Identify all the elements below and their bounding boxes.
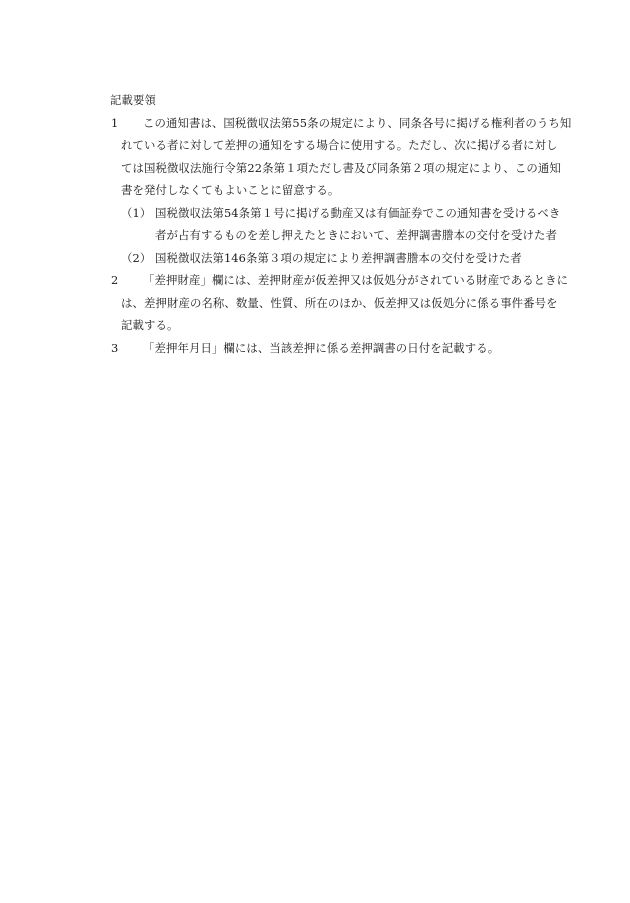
instruction-subitem-2: [108, 247, 568, 270]
instruction-item-2: [108, 269, 568, 337]
instruction-subitem-1: [108, 202, 568, 247]
item-text-line: この通知書は、国税徴収法第55条の規定により、同条各号に掲げる権利者のうち知: [143, 115, 572, 130]
subitem-text-line: 国税徴収法第146条第３項の規定により差押調書謄本の交付を受けた者: [155, 250, 522, 265]
document-body: [108, 89, 572, 359]
subitem-text-line: 国税徴収法第54条第１号に掲げる動産又は有価証券でこの通知書を受けるべき: [155, 205, 561, 220]
item-number: 3: [111, 340, 119, 355]
item-text-line: 書を発付しなくてもよいことに留意する。: [121, 183, 340, 197]
item-number: 2: [111, 273, 119, 287]
instruction-item-1: [108, 112, 572, 202]
item-text-line: 記載する。: [121, 318, 179, 332]
item-text-line: 「差押年月日」欄には、当該差押に係る差押調書の日付を記載する。: [143, 340, 500, 355]
subitem-text-line: 者が占有するものを差し押えたときにおいて、差押調書謄本の交付を受けた者: [155, 228, 557, 242]
item-text-line: ては国税徴収法施行令第22条第１項ただし書及び同条第２項の規定により、この通知: [121, 160, 561, 175]
item-text-line: は、差押財産の名称、数量、性質、所在のほか、仮差押又は仮処分に係る事件番号を: [121, 295, 558, 310]
subitem-number: （2）: [121, 250, 152, 265]
instruction-item-3: [108, 337, 568, 360]
item-text-line: 「差押財産」欄には、差押財産が仮差押又は仮処分がされている財産であるときに: [143, 273, 569, 287]
item-number: 1: [111, 115, 119, 130]
item-text-line: れている者に対して差押の通知をする場合に使用する。ただし、次に掲げる者に対し: [121, 138, 558, 152]
document-heading: 記載要領: [110, 93, 156, 107]
subitem-number: （1）: [121, 205, 152, 220]
